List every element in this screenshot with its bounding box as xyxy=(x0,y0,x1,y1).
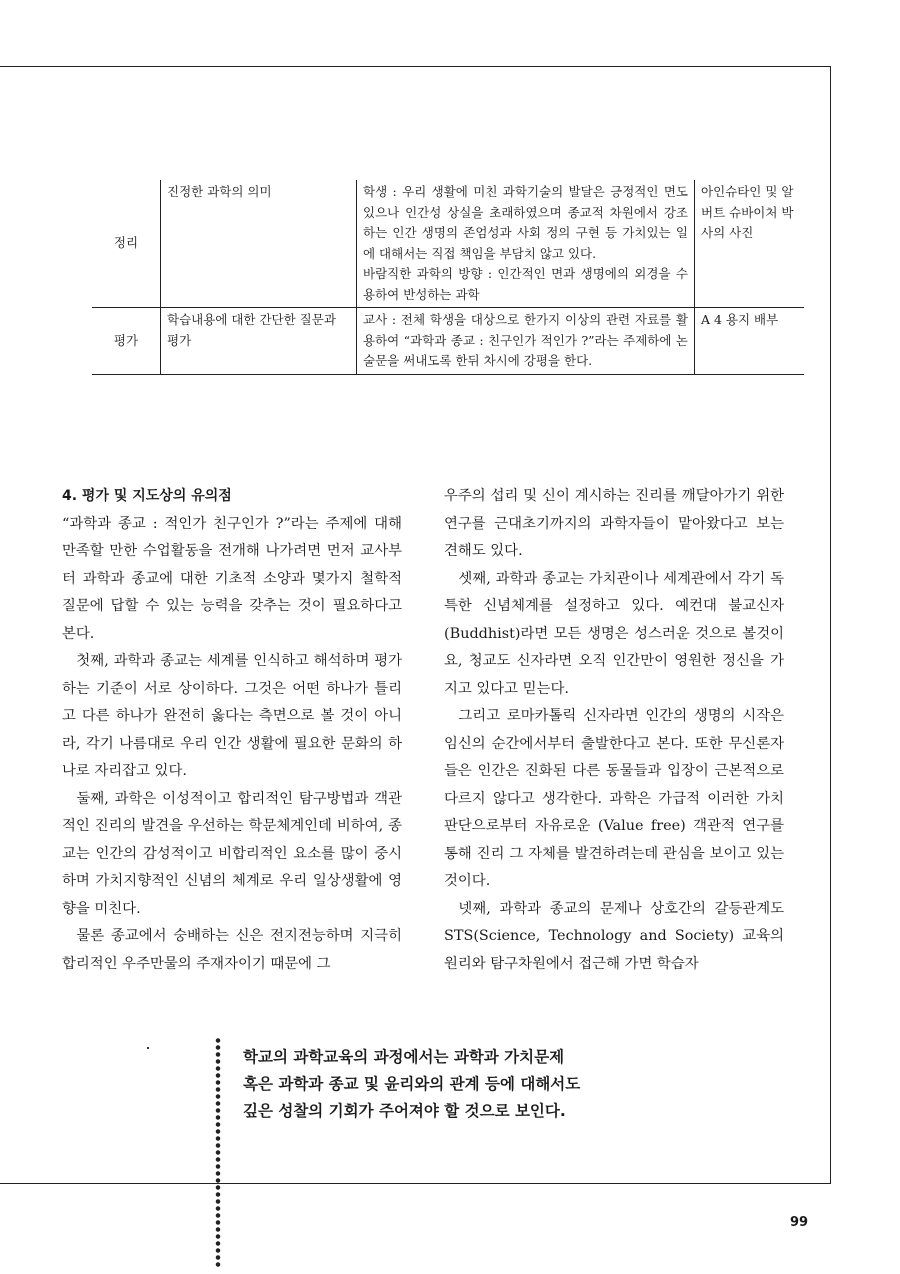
stray-dot xyxy=(147,1047,149,1049)
paragraph: 넷째, 과학과 종교의 문제나 상호간의 갈등관계도 STS(Science, Technology and Society) 교육의 원리와 탐구차원에서 접근해 가면 학습자 xyxy=(444,900,784,972)
activity-text: 학생 : 우리 생활에 미친 과학기술의 발달은 긍정적인 면도 있으나 인간성 상실을 초래하였으며 종교적 차원에서 강조하는 인간 생명의 존엄성과 사회 정의 구현 등 가치있는 일에 대해서는 직접 책임을 부담치 않고 있다. xyxy=(363,184,688,261)
paragraph: 그리고 로마카톨릭 신자라면 인간의 생명의 시작은 임신의 순간에서부터 출발한다고 본다. 또한 무신론자들은 인간은 진화된 다른 동물들과 입장이 근본적으로 다르지 않다고 생각한다. 과학은 가급적 이러한 가치 판단으로부터 자유로운 (Value free) 객관적 연구를 통해 진리 그 자체를 발견하려는데 관심을 보이고 있는 것이다. xyxy=(444,708,784,889)
pull-quote-line: 학교의 과학교육의 과정에서는 과학과 가치문제 xyxy=(243,1048,565,1066)
materials-cell: A 4 용지 배부 xyxy=(695,308,805,375)
table-row xyxy=(92,308,804,375)
activity-cell xyxy=(357,308,695,375)
lesson-plan-table xyxy=(92,180,804,375)
section-title: 4. 평가 및 지도상의 유의점 xyxy=(62,488,232,504)
table-row xyxy=(92,180,804,308)
paragraph: “과학과 종교 : 적인가 친구인가 ?”라는 주제에 대해 만족할 만한 수업활동을 전개해 나가려면 먼저 교사부터 과학과 종교에 대한 기초적 소양과 몇가지 철학적 질문에 답할 수 있는 능력을 갖추는 것이 필요하다고 본다. xyxy=(62,515,402,642)
stage-cell: 평가 xyxy=(92,308,161,375)
bottom-rule xyxy=(0,1183,831,1184)
materials-cell: 아인슈타인 및 알버트 슈바이처 박사의 사진 xyxy=(695,180,805,308)
right-rule xyxy=(830,66,831,1184)
activity-text: 교사 : 전체 학생을 대상으로 한가지 이상의 관련 자료를 활용하여 “과학과 종교 : 친구인가 적인가 ?”라는 주제하에 논술문을 써내도록 한뒤 차시에 강평을 한다. xyxy=(363,312,688,368)
paragraph: 첫째, 과학과 종교는 세계를 인식하고 해석하며 평가하는 기준이 서로 상이하다. 그것은 어떤 하나가 틀리고 다른 하나가 완전히 옳다는 측면으로 볼 것이 아니라, 각기 나름대로 우리 인간 생활에 필요한 문화의 하나로 자리잡고 있다. xyxy=(62,653,402,779)
paragraph: 셋째, 과학과 종교는 가치관이나 세계관에서 각기 독특한 신념체계를 설정하고 있다. 예컨대 불교신자(Buddhist)라면 모든 생명은 성스러운 것으로 볼것이요, 청교도 신자라면 오직 인간만이 영원한 정신을 가지고 있다고 믿는다. xyxy=(444,570,784,697)
pull-quote xyxy=(243,1044,580,1125)
dotted-divider xyxy=(214,1037,222,1267)
stage-cell: 정리 xyxy=(92,180,161,308)
content-cell: 진정한 과학의 의미 xyxy=(161,180,357,308)
activity-text: 바람직한 과학의 방향 : 인간적인 면과 생명에의 외경을 수용하여 반성하는 과학 xyxy=(363,266,688,302)
paragraph: 둘째, 과학은 이성적이고 합리적인 탐구방법과 객관적인 진리의 발견을 우선하는 학문체계인데 비하여, 종교는 인간의 감성적이고 비합리적인 요소를 많이 중시하며 가치지향적인 신념의 체계로 우리 일상생활에 영향을 미친다. xyxy=(62,790,402,917)
page-number: 99 xyxy=(790,1215,809,1230)
pull-quote-line: 혹은 과학과 종교 및 윤리와의 관계 등에 대해서도 xyxy=(243,1075,581,1093)
article-right-column xyxy=(444,483,784,978)
content-cell: 학습내용에 대한 간단한 질문과 평가 xyxy=(161,308,357,375)
top-rule xyxy=(0,66,831,67)
paragraph: 물론 종교에서 숭배하는 신은 전지전능하며 지극히 합리적인 우주만물의 주재자이기 때문에 그 xyxy=(62,928,402,972)
pull-quote-line: 깊은 성찰의 기회가 주어져야 할 것으로 보인다. xyxy=(243,1102,566,1120)
paragraph: 우주의 섭리 및 신이 계시하는 진리를 깨달아가기 위한 연구를 근대초기까지의 과학자들이 맡아왔다고 보는 견해도 있다. xyxy=(444,488,784,559)
activity-cell xyxy=(357,180,695,308)
article-left-column xyxy=(62,483,402,978)
